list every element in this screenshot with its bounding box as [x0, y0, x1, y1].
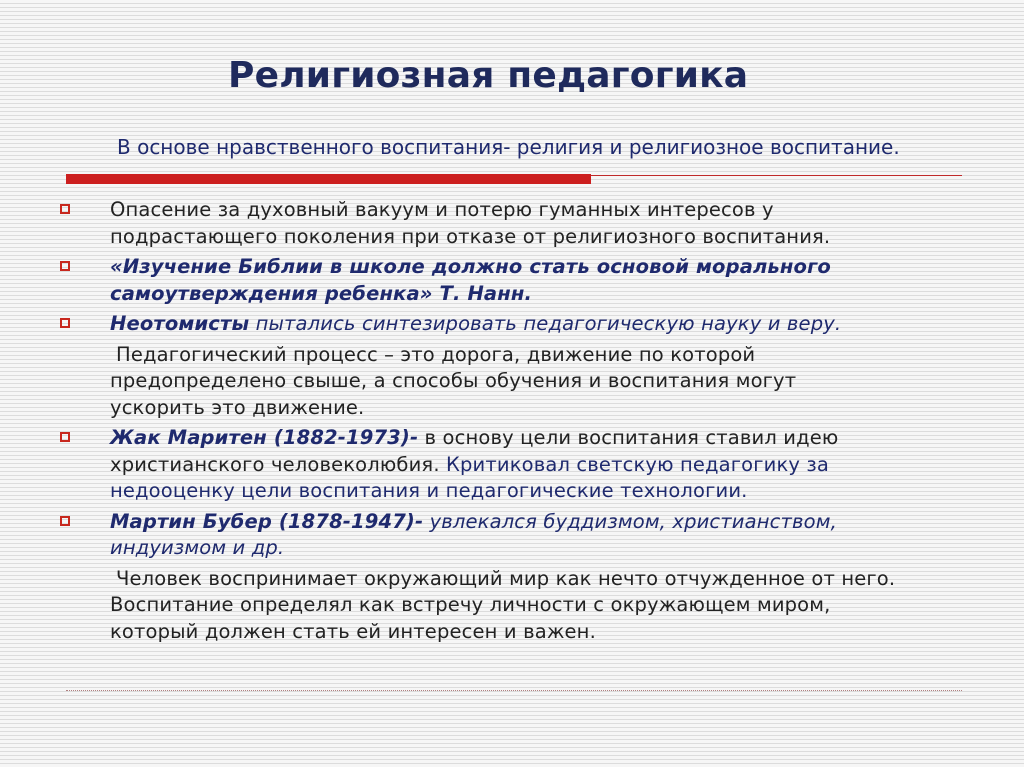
- item-text: Опасение за духовный вакуум и потерю гуманных интересов у: [110, 198, 774, 221]
- hollow-square-icon: [60, 432, 70, 442]
- footer-dotted-line: [66, 690, 962, 691]
- hollow-square-icon: [60, 318, 70, 328]
- list-item-vacuum: [56, 197, 996, 250]
- item-text: пытались синтезировать педагогическую науку и веру.: [249, 312, 842, 335]
- person-name: Жак Маритен (1882-1973)-: [110, 426, 419, 449]
- item-text: индуизмом и др.: [110, 536, 285, 559]
- item-text: недооценку цели воспитания и педагогические технологии.: [110, 479, 748, 502]
- paragraph-pedagogical-process: [56, 342, 996, 422]
- paragraph-human-perception: [56, 566, 996, 646]
- paragraph-text: Человек воспринимает окружающий мир как нечто отчужденное от него.: [116, 566, 896, 590]
- divider-red-bar: [66, 174, 591, 184]
- paragraph-text: ускорить это движение.: [110, 395, 365, 419]
- movement-name: Неотомисты: [110, 312, 250, 335]
- list-item-maritain: [56, 425, 996, 505]
- paragraph-text: Педагогический процесс – это дорога, движение по которой: [116, 342, 756, 366]
- person-name: Мартин Бубер (1878-1947)-: [110, 509, 424, 533]
- item-text: увлекался буддизмом, христианством,: [423, 509, 837, 533]
- item-text: христианского человеколюбия.: [110, 452, 447, 476]
- slide-title: Религиозная педагогика: [228, 55, 749, 96]
- list-item-buber: [56, 509, 996, 562]
- quote-text: «Изучение Библии в школе должно стать основой морального: [110, 255, 831, 278]
- paragraph-text: Воспитание определял как встречу личности с окружающем миром,: [110, 593, 831, 616]
- list-item-neothomists: [56, 311, 996, 338]
- bullet-list: [56, 197, 996, 649]
- hollow-square-icon: [60, 516, 70, 526]
- quote-text: самоутверждения ребенка» Т. Нанн.: [110, 281, 533, 305]
- item-text: в основу цели воспитания ставил идею: [418, 426, 839, 449]
- item-text: Критиковал светскую педагогику за: [446, 452, 830, 476]
- list-item-nunn-quote: [56, 254, 996, 307]
- hollow-square-icon: [60, 204, 70, 214]
- slide-subtitle: В основе нравственного воспитания- религия и религиозное воспитание.: [117, 135, 900, 159]
- item-text: подрастающего поколения при отказе от религиозного воспитания.: [110, 224, 831, 248]
- paragraph-text: который должен стать ей интересен и важен.: [110, 619, 596, 643]
- paragraph-text: предопределено свыше, а способы обучения и воспитания могут: [110, 369, 797, 392]
- hollow-square-icon: [60, 261, 70, 271]
